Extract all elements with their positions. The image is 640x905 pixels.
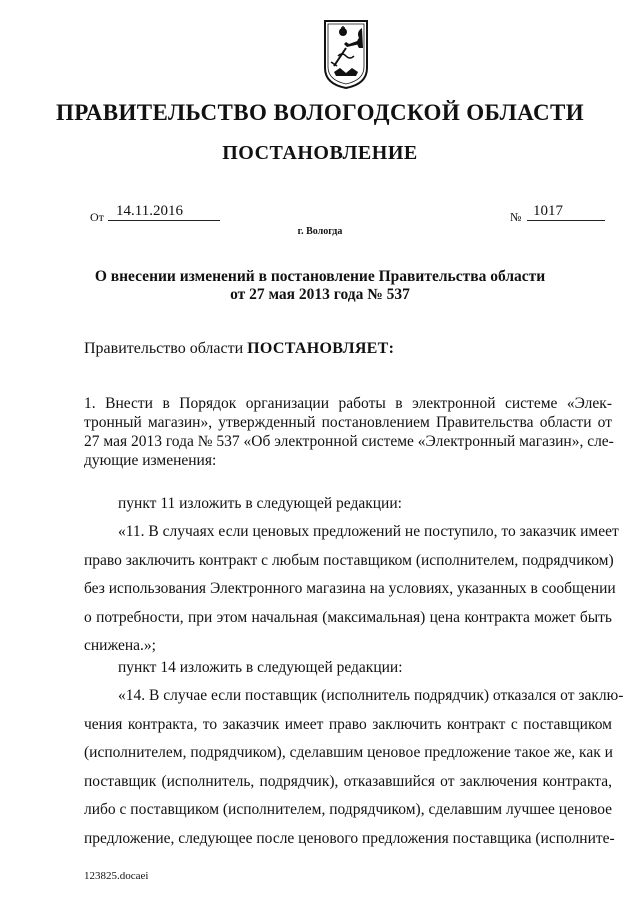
document-subject [80,268,560,304]
paragraph-line: предложение, следующее после ценового предложения поставщика (исполните- [84,829,615,847]
date-value: 14.11.2016 [108,203,220,221]
subject-line-1: О внесении изменений в постановление Правительства области [94,268,546,285]
subject-line-2: от 27 мая 2013 года № 537 [230,286,410,303]
paragraph-line: тронный магазин», утвержденный постановлением Правительства области от [84,414,612,431]
paragraph-line: без использования Электронного магазина на условиях, указанных в сообщении [84,580,616,597]
date-label: От [90,210,104,224]
item-11-text [84,518,619,661]
coat-of-arms-icon [322,18,370,90]
paragraph-line: 1. Внести в Порядок организации работы в электронной системе «Элек- [84,395,612,412]
paragraph-line: чения контракта, то заказчик имеет право заключить контракт с поставщиком [84,715,612,733]
number-label: № [510,210,522,224]
item-14-intro [118,658,403,678]
paragraph-line: снижена.»; [84,637,156,654]
city: г. Вологда [297,226,343,237]
paragraph-line: право заключить контракт с любым поставщиком (исполнителем, подрядчиком) [84,551,614,569]
paragraph-line: поставщик (исполнитель, подрядчик), отказавшийся от заключения контракта, [84,772,612,790]
paragraph-line: «11. В случаях если ценовых предложений не поступило, то заказчик имеет [118,523,619,540]
decree-statement [84,340,394,358]
paragraph-line: пункт 11 изложить в следующей редакции: [118,495,402,512]
decree-verb: ПОСТАНОВЛЯЕТ: [247,340,395,357]
paragraph-line: дующие изменения: [84,452,217,469]
paragraph-line: пункт 14 изложить в следующей редакции: [118,659,403,676]
decree-prefix: Правительство области [84,340,248,357]
item-11-intro [118,494,402,514]
document-type: ПОСТАНОВЛЕНИЕ [222,142,418,164]
government-title: ПРАВИТЕЛЬСТВО ВОЛОГОДСКОЙ ОБЛАСТИ [55,100,585,125]
number-value: 1017 [527,203,605,221]
paragraph-line: (исполнителем, подрядчиком), сделавшим ценовое предложение такое же, как и [84,744,613,761]
item-14-text [84,682,624,853]
paragraph-line: о потребности, при этом начальная (максимальная) цена контракта может быть [84,608,612,626]
paragraph-line: либо с поставщиком (исполнителем, подрядчиком), сделавшим лучшее ценовое [84,801,613,818]
paragraph-line: «14. В случае если поставщик (исполнитель подрядчик) отказался от заклю- [118,687,624,704]
file-code: 123825.docaei [84,870,149,882]
paragraph-line: 27 мая 2013 года № 537 «Об электронной системе «Электронный магазин», сле- [84,433,614,450]
paragraph-1 [84,394,612,470]
